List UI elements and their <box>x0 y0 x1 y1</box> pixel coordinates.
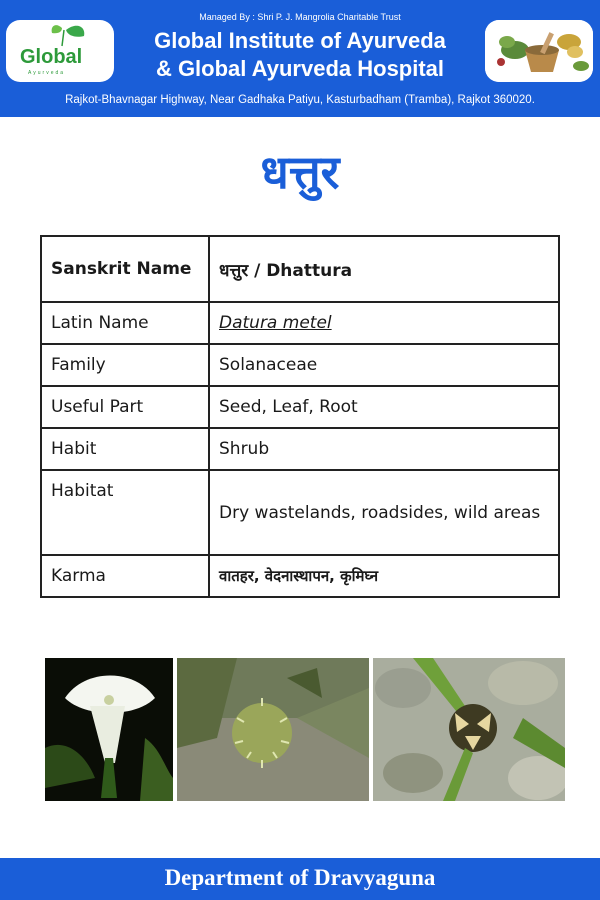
table-key-cell: Family <box>41 344 209 386</box>
table-key-cell: Habit <box>41 428 209 470</box>
institute-line-2: & Global Ayurveda Hospital <box>155 56 445 81</box>
header-banner <box>0 0 600 117</box>
table-key-cell: Useful Part <box>41 386 209 428</box>
table-key-cell: Habitat <box>41 470 209 555</box>
table-row <box>41 428 559 470</box>
datura-open-fruit-photo <box>373 658 565 801</box>
table-row <box>41 302 559 344</box>
table-key-cell: Latin Name <box>41 302 209 344</box>
table-value-cell: Dry wastelands, roadsides, wild areas <box>209 470 559 555</box>
table-header-row <box>41 236 559 302</box>
table-value-cell: वातहर, वेदनास्थापन, कृमिघ्न <box>209 555 559 597</box>
table-row <box>41 555 559 597</box>
table-row <box>41 386 559 428</box>
institute-line-1: Global Institute of Ayurveda <box>154 28 446 53</box>
table-row <box>41 470 559 555</box>
logo-subtext: Ayurveda <box>28 70 66 76</box>
datura-flower-photo <box>45 658 173 801</box>
institute-name <box>120 27 480 83</box>
page-title: धत्तुर <box>260 145 340 199</box>
table-row <box>41 344 559 386</box>
logo-text: Global <box>20 46 83 68</box>
plant-photos <box>45 658 565 801</box>
department-name: Department of Dravyaguna <box>164 865 436 890</box>
table-key-cell: Karma <box>41 555 209 597</box>
herbs-mortar-image <box>485 20 593 82</box>
herb-info-table <box>40 235 560 598</box>
managed-by-text: Managed By : Shri P. J. Mangrolia Charitable Trust <box>199 12 401 22</box>
table-value-cell: Shrub <box>209 428 559 470</box>
table-value-cell: Solanaceae <box>209 344 559 386</box>
footer-banner <box>0 858 600 900</box>
latin-name-link: Datura metel <box>219 313 332 333</box>
sanskrit-name-label: Sanskrit Name <box>41 236 209 302</box>
global-ayurveda-logo <box>6 20 114 82</box>
sanskrit-name-value: धत्तुर / Dhattura <box>209 236 559 302</box>
address-text: Rajkot-Bhavnagar Highway, Near Gadhaka Patiyu, Kasturbadham (Tramba), Rajkot 360020. <box>65 94 535 106</box>
table-value-cell: Seed, Leaf, Root <box>209 386 559 428</box>
datura-seed-pod-photo <box>177 658 369 801</box>
table-value-cell <box>209 302 559 344</box>
